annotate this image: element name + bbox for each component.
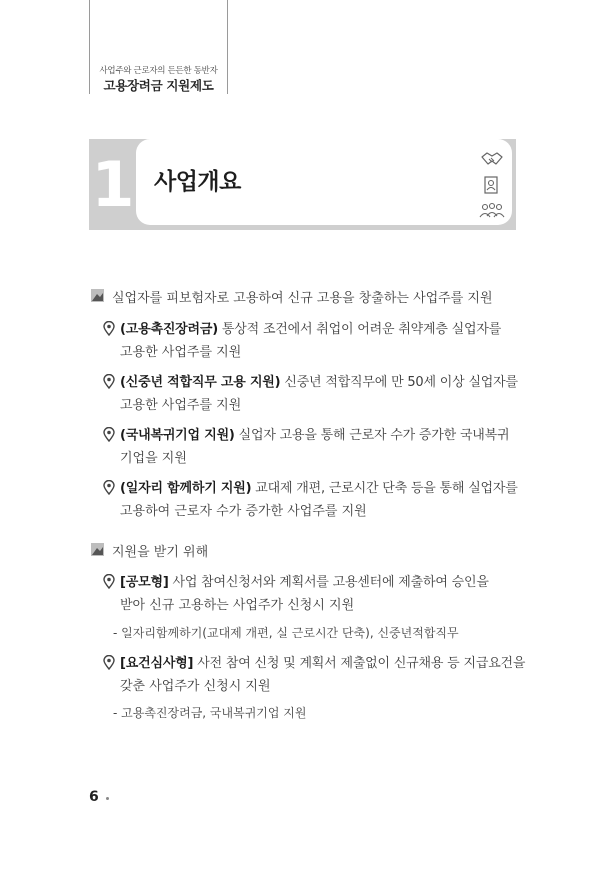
sub-note: - 일자리함께하기(교대제 개편, 실 근로시간 단축), 신중년적합직무 xyxy=(113,626,459,640)
location-pin-icon xyxy=(102,574,116,589)
location-pin-icon xyxy=(102,480,116,495)
sub-note: - 고용촉진장려금, 국내복귀기업 지원 xyxy=(113,706,307,720)
chapter-title: 사업개요 xyxy=(154,169,241,195)
people-group-icon xyxy=(477,201,507,221)
location-pin-icon xyxy=(102,321,116,336)
document-person-icon xyxy=(480,175,504,195)
chapter-title-box xyxy=(136,139,512,225)
location-pin-icon xyxy=(102,374,116,389)
chapter-banner xyxy=(89,139,516,230)
location-pin-icon xyxy=(102,427,116,442)
location-pin-icon xyxy=(102,655,116,670)
running-header xyxy=(89,0,228,94)
page-dot xyxy=(106,797,109,800)
header-subtitle: 사업주와 근로자의 든든한 동반자 xyxy=(99,66,218,76)
chapter-number: 1 xyxy=(91,148,135,221)
handshake-icon xyxy=(480,149,504,169)
header-title: 고용장려금 지원제도 xyxy=(103,78,214,93)
square-bullet-icon xyxy=(91,289,104,302)
page-number: 6 xyxy=(89,789,99,805)
square-bullet-icon xyxy=(91,543,104,556)
